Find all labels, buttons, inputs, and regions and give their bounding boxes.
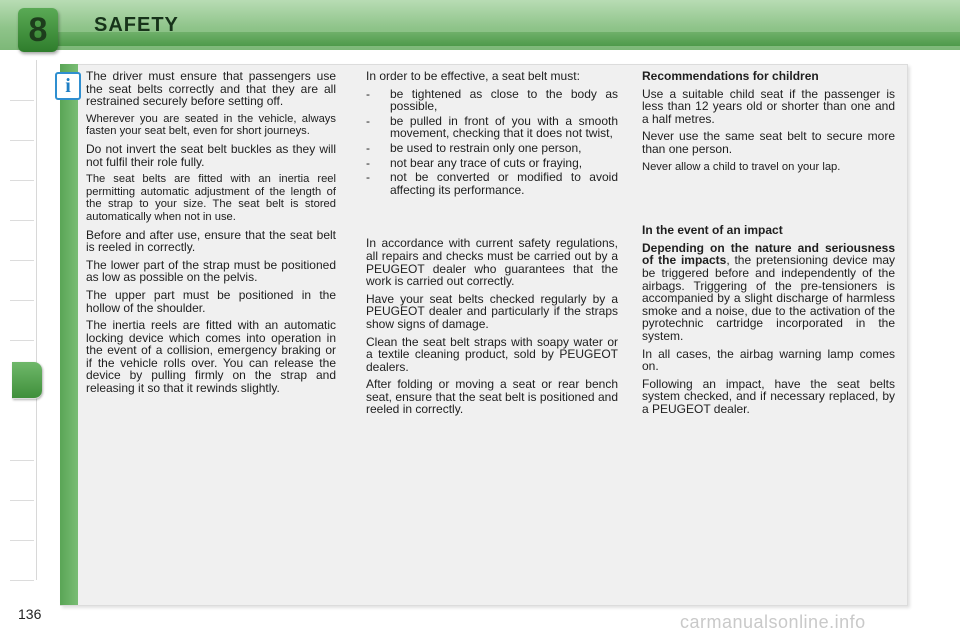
- paragraph: In all cases, the airbag warning lamp comes on.: [642, 346, 895, 374]
- info-icon: i: [55, 72, 81, 100]
- paragraph: Clean the seat belt straps with soapy water or a textile cleaning product, sold by PEUGEOT dealers.: [366, 334, 618, 374]
- chapter-tab[interactable]: [10, 540, 34, 581]
- section-heading: Recommendations for children: [642, 69, 819, 83]
- paragraph: Before and after use, ensure that the seat belt is reeled in correctly.: [86, 227, 336, 255]
- chapter-tab[interactable]: [10, 180, 34, 221]
- paragraph: [642, 242, 895, 343]
- chapter-number: 8: [28, 11, 48, 49]
- list-item: - be pulled in front of you with a smooth movement, checking that it does not twist,: [366, 115, 618, 140]
- paragraph: Do not invert the seat belt buckles as they will not fulfil their role fully.: [86, 141, 336, 169]
- paragraph: The driver must ensure that passengers use the seat belts correctly and that they are all restrained securely before setting off.: [86, 69, 336, 109]
- paragraph: In accordance with current safety regulations, all repairs and checks must be carried out by a PEUGEOT dealer who guarantees that the work is carried out correctly.: [366, 236, 618, 289]
- impact-lead-bold: Depending on the nature and seriousness of the impacts: [642, 240, 895, 268]
- chapter-badge-icon: [18, 8, 58, 52]
- chapter-tab[interactable]: [10, 100, 34, 141]
- chapter-tab[interactable]: [10, 460, 34, 501]
- column-belt-requirements: [366, 70, 618, 421]
- paragraph: Wherever you are seated in the vehicle, always fasten your seat belt, even for short journeys.: [86, 112, 336, 138]
- paragraph: Use a suitable child seat if the passenger is less than 12 years old or shorter than one and a half metres.: [642, 86, 895, 126]
- requirements-intro: In order to be effective, a seat belt must:: [366, 69, 580, 83]
- list-item: - be tightened as close to the body as possible,: [366, 88, 618, 113]
- section-heading: In the event of an impact: [642, 223, 783, 238]
- paragraph: Following an impact, have the seat belts system checked, and if necessary replaced, by a PEUGEOT dealer.: [642, 376, 895, 416]
- list-item: - be used to restrain only one person,: [366, 142, 618, 155]
- paragraph: The seat belts are fitted with an inertia reel permitting automatic adjustment of the length of the strap to your size. The seat belt is stored automatically when not in use.: [86, 173, 336, 223]
- paragraph: The upper part must be positioned in the hollow of the shoulder.: [86, 287, 336, 315]
- requirements-list: [366, 88, 618, 197]
- list-item: - not bear any trace of cuts or fraying,: [366, 157, 618, 170]
- chapter-tab[interactable]: [10, 300, 34, 341]
- column-general: [86, 70, 336, 400]
- impact-lead-text: , the pretensioning device may be triggered before and independently of the airbags. Triggering of the pre-tensioners is accompanied by a slight discharge of harmless smoke and a noise, due to the activation of the pyrotechnic cartridge incorporated in the system.: [642, 253, 895, 343]
- paragraph: Never allow a child to travel on your lap.: [642, 160, 841, 173]
- chapter-tab-active[interactable]: [12, 362, 42, 399]
- chapter-tab[interactable]: [10, 420, 34, 461]
- paragraph: Have your seat belts checked regularly by a PEUGEOT dealer and particularly if the straps show signs of damage.: [366, 291, 618, 331]
- chapter-tabs: [10, 60, 37, 580]
- chapter-tab[interactable]: [10, 220, 34, 261]
- list-item: - not be converted or modified to avoid affecting its performance.: [366, 171, 618, 196]
- chapter-tab[interactable]: [10, 500, 34, 541]
- page-title: SAFETY: [94, 14, 179, 36]
- paragraph: Never use the same seat belt to secure more than one person.: [642, 129, 895, 156]
- watermark: carmanualsonline.info: [680, 612, 866, 632]
- header-bar: [56, 32, 960, 46]
- chapter-tab[interactable]: [10, 260, 34, 301]
- column-children-impact: [642, 70, 895, 420]
- chapter-tab[interactable]: [10, 60, 34, 101]
- chapter-tab[interactable]: [10, 140, 34, 181]
- paragraph: The lower part of the strap must be positioned as low as possible on the pelvis.: [86, 257, 336, 285]
- page-number: 136: [18, 606, 42, 622]
- paragraph: The inertia reels are fitted with an automatic locking device which comes into operation in the event of a collision, emergency braking or if the vehicle rolls over. You can release the device by pulling firmly on the strap and releasing it so that it rewinds slightly.: [86, 318, 336, 396]
- paragraph: After folding or moving a seat or rear bench seat, ensure that the seat belt is positioned and reeled in correctly.: [366, 377, 618, 417]
- panel-accent-stripe: [60, 64, 78, 605]
